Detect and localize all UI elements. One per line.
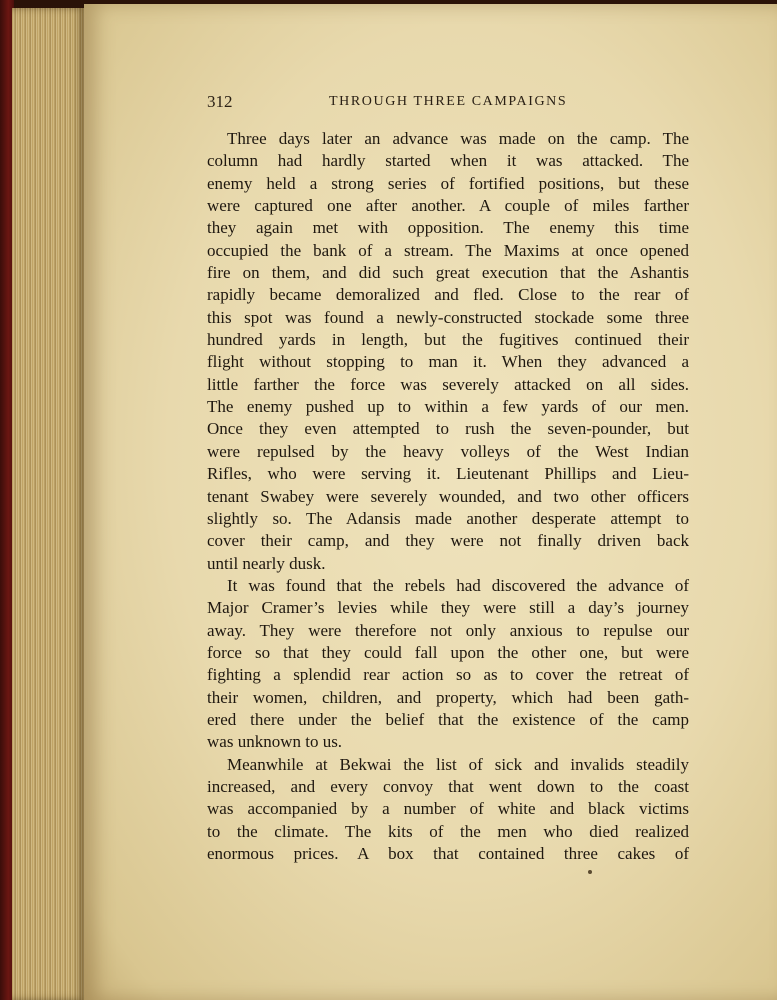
text-line: were repulsed by the heavy volleys of the West Indian [207,441,689,461]
page-header [207,92,689,114]
text-line: until nearly dusk. [207,553,326,573]
text-line: fighting a splendid rear action so as to cover the retreat of [207,665,689,685]
text-line: increased, and every convoy that went down to the coast [207,776,689,796]
body-text [207,128,689,865]
text-line: was unknown to us. [207,732,343,752]
text-line: flight without stopping to man it. When they advanced a [207,352,689,372]
text-line: fire on them, and did such great execution that the Ashantis [207,263,689,283]
text-line: tenant Swabey were severely wounded, and two other officers [207,486,689,506]
text-line: hundred yards in length, but the fugitives continued their [207,330,689,350]
running-head: THROUGH THREE CAMPAIGNS [329,94,568,109]
text-line: Major Cramer’s levies while they were still a day’s journey [207,598,689,618]
text-line: occupied the bank of a stream. The Maxims at once opened [207,240,689,260]
text-line: Three days later an advance was made on the camp. The [227,129,689,148]
text-line: this spot was found a newly-constructed stockade some three [207,307,689,327]
text-line: enormous prices. A box that contained three cakes of [207,844,689,863]
text-line: It was found that the rebels had discovered the advance of [227,575,689,595]
text-line: rapidly became demoralized and fled. Close to the rear of [207,285,689,305]
text-line: force so that they could fall upon the other one, but were [207,642,689,662]
ink-speck [588,870,592,874]
text-line: away. They were therefore not only anxious to repulse our [207,620,689,640]
text-line: to the climate. The kits of the men who died realized [207,821,689,841]
text-line: Meanwhile at Bekwai the list of sick and invalids steadily [227,754,689,774]
text-line: was accompanied by a number of white and black victims [207,799,689,819]
text-line: little farther the force was severely attacked on all sides. [207,374,689,394]
page-edges [12,8,86,1000]
text-line: ered there under the belief that the existence of the camp [207,709,689,729]
text-line: were captured one after another. A couple of miles farther [207,196,689,216]
text-line: slightly so. The Adansis made another desperate attempt to [207,508,689,528]
text-line: Rifles, who were serving it. Lieutenant Phillips and Lieu- [207,464,689,484]
text-line: enemy held a strong series of fortified positions, but these [207,173,689,193]
text-line: column had hardly started when it was attacked. The [207,151,689,171]
text-line: The enemy pushed up to within a few yards of our men. [207,397,689,417]
text-line: their women, children, and property, which had been gath- [207,687,689,707]
text-line: they again met with opposition. The enemy this time [207,218,689,238]
page-number: 312 [207,92,233,111]
text-line: cover their camp, and they were not finally driven back [207,531,689,551]
text-line: Once they even attempted to rush the seven-pounder, but [207,419,689,439]
